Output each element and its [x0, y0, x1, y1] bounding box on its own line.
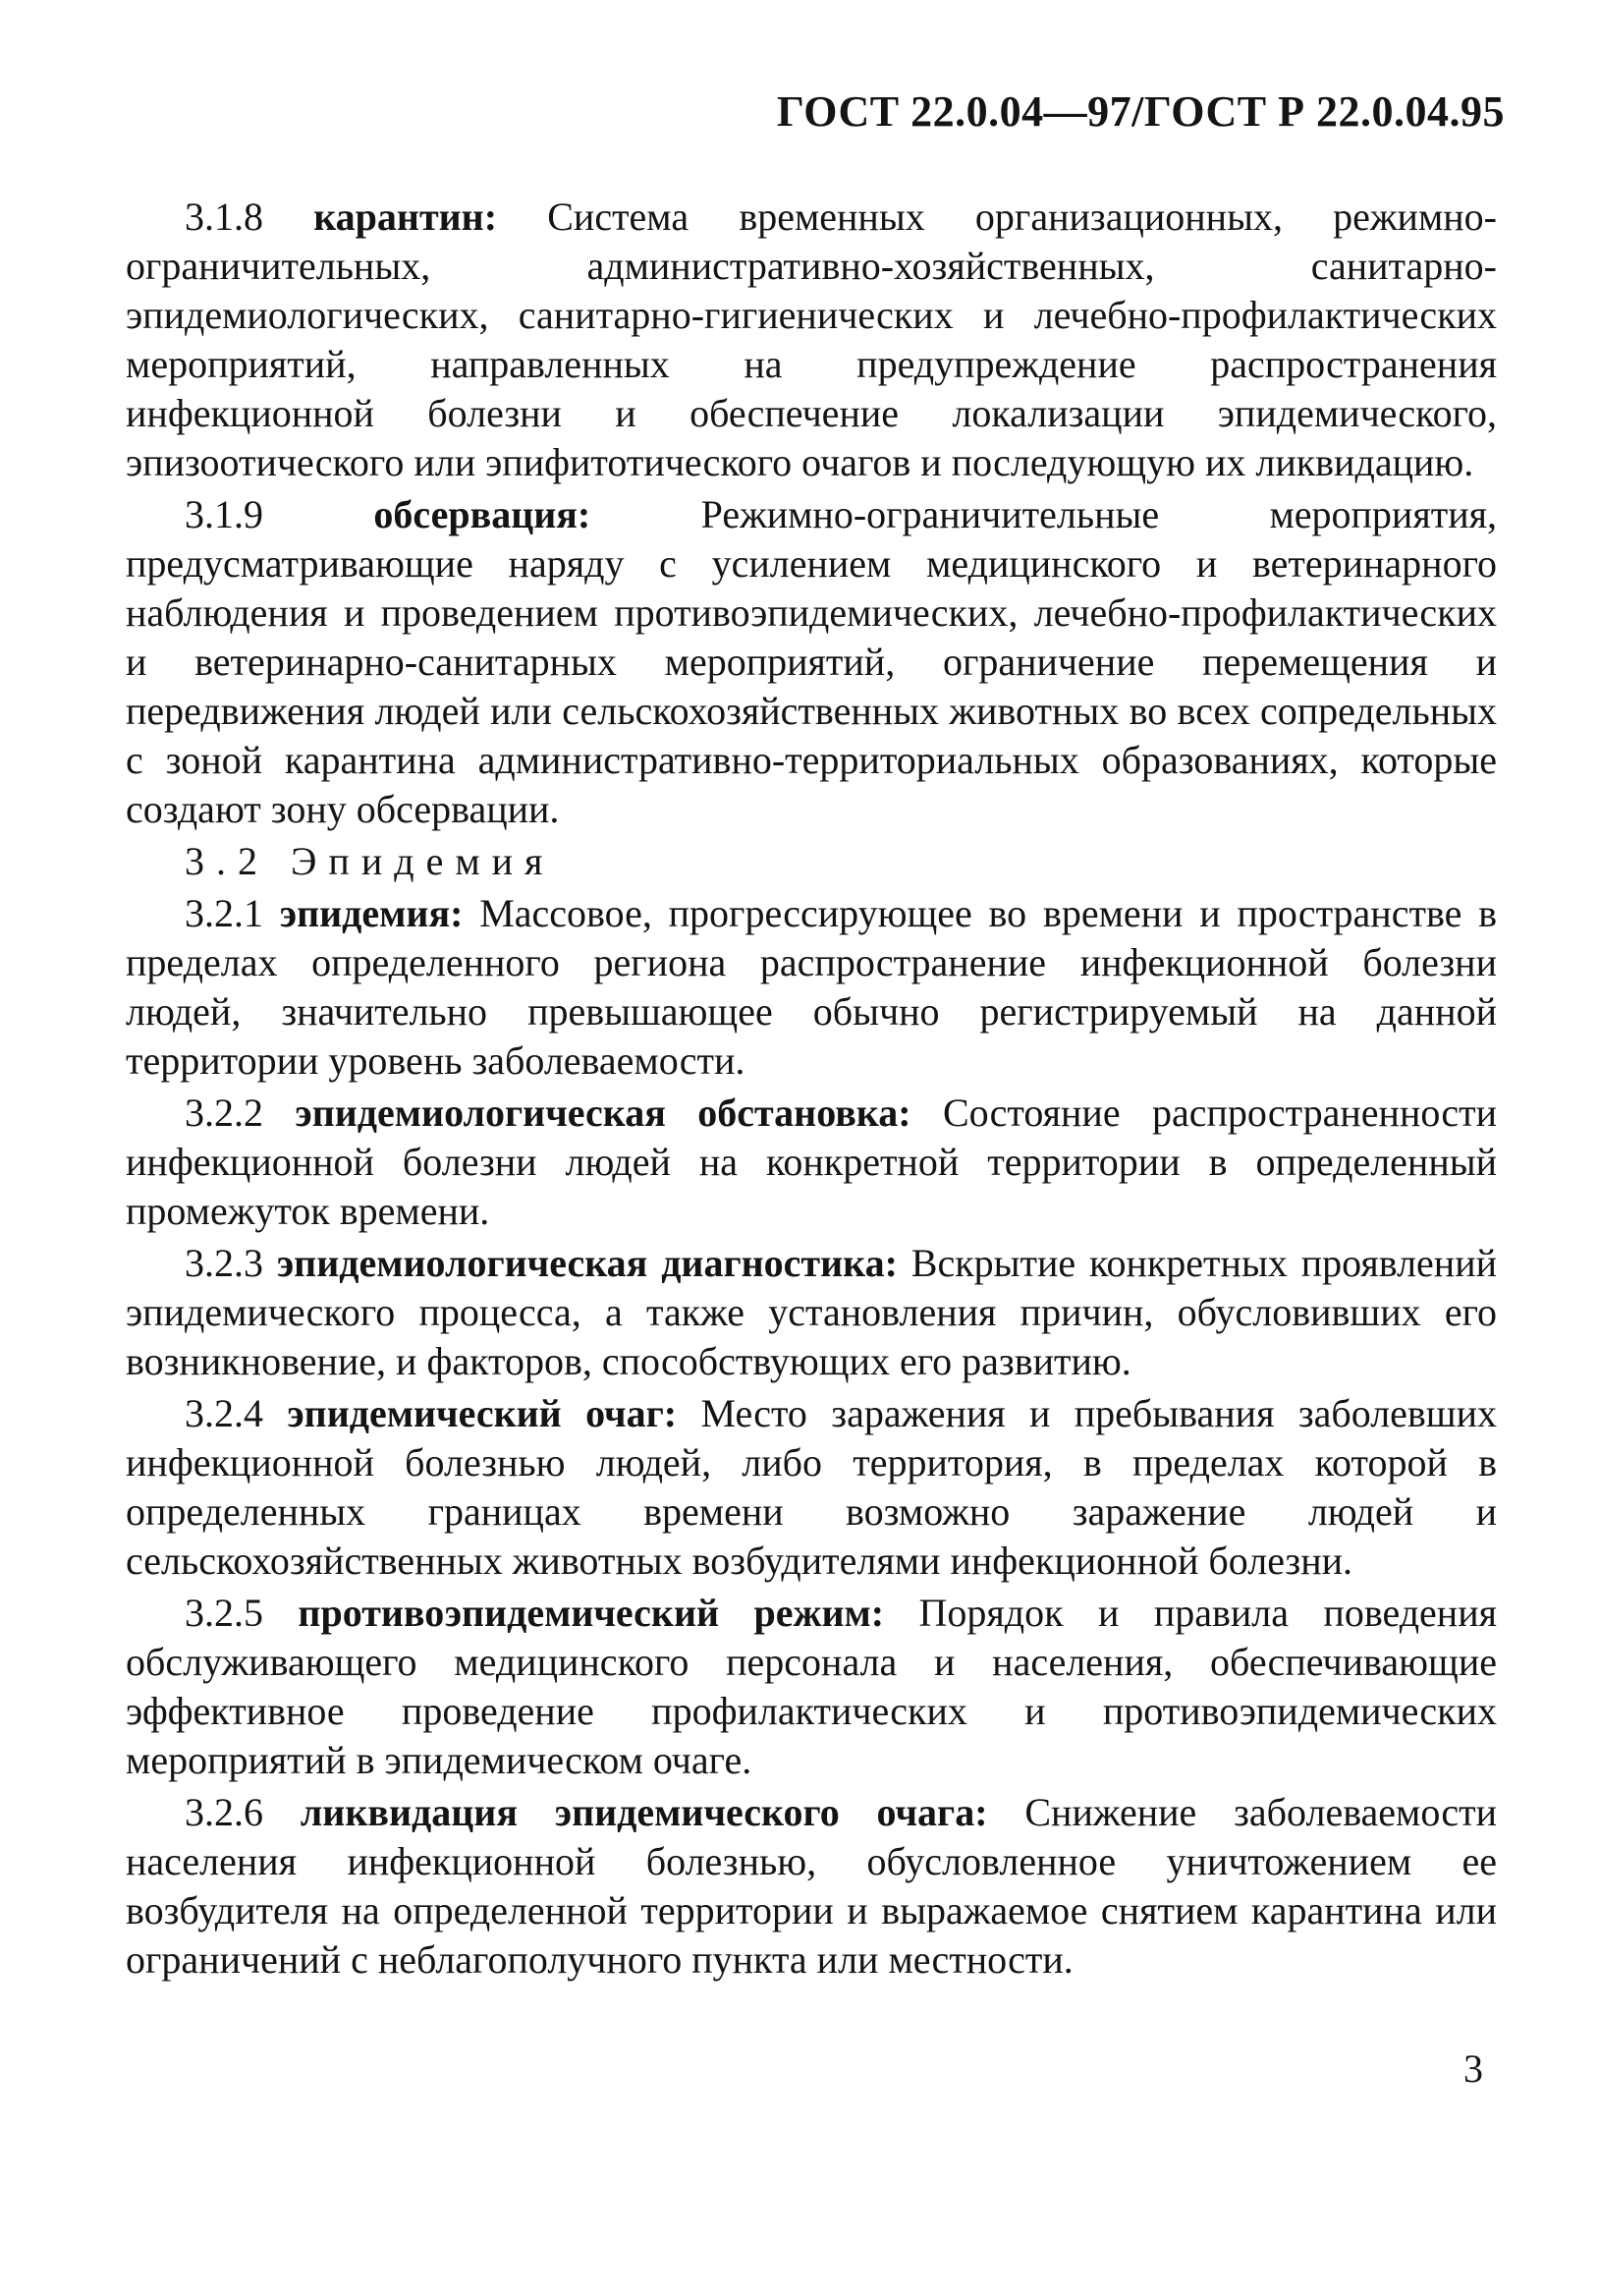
clause-number: 3.2.4 [185, 1391, 263, 1435]
clause-term: противоэпидемический режим: [298, 1591, 885, 1635]
section-heading: 3.2 Эпидемия [185, 839, 555, 883]
clause-term: эпидемиологическая диагностика: [276, 1241, 898, 1285]
clause-number: 3.2.5 [185, 1591, 263, 1635]
clause-number: 3.2.6 [185, 1790, 263, 1834]
definition-3-2-1 [126, 889, 1497, 1086]
clause-number: 3.1.9 [185, 492, 263, 536]
definition-3-1-8 [126, 193, 1497, 487]
clause-number: 3.1.8 [185, 195, 263, 239]
clause-text: Система временных организационных, режимно-ограничительных, административно-хозяйственных, санитарно-эпидемиологических, санитарно-гигиенических и лечебно-профилактических мероприятий, направленных на предупреждение распространения инфекционной болезни и обеспечение локализации эпидемического, эпизоотического или эпифитотического очагов и последующую их ликвидацию. [126, 195, 1498, 484]
document-body [126, 193, 1497, 1988]
definition-3-1-9 [126, 490, 1497, 834]
clause-text: Снижение заболеваемости населения инфекционной болезнью, обусловленное уничтожением ее возбудителя на определенной территории и выражаемое снятием карантина или ограничений с неблагополучного пункта или местности. [126, 1790, 1498, 1982]
clause-number: 3.2.1 [185, 891, 263, 935]
clause-text: Режимно-ограничительные мероприятия, предусматривающие наряду с усилением медицинского и ветеринарного наблюдения и проведением противоэпидемических, лечебно-профилактических и ветеринарно-санитарных мероприятий, ограничение перемещения и передвижения людей или сельскохозяйственных животных во всех сопредельных с зоной карантина административно-территориальных образованиях, которые создают зону обсервации. [126, 492, 1498, 831]
clause-text: Массовое, прогрессирующее во времени и пространстве в пределах определенного региона распространение инфекционной болезни людей, значительно превышающее обычно регистрируемый на данной территории уровень заболеваемости. [126, 891, 1498, 1083]
page-number: 3 [1463, 2046, 1483, 2091]
clause-text: Место заражения и пребывания заболевших инфекционной болезнью людей, либо территория, в пределах которой в определенных границах времени возможно заражение людей и сельскохозяйственных животных возбудителями инфекционной болезни. [126, 1391, 1498, 1583]
clause-term: эпидемический очаг: [287, 1391, 678, 1435]
definition-3-2-6 [126, 1788, 1497, 1985]
document-header: ГОСТ 22.0.04—97/ГОСТ Р 22.0.04.95 [776, 87, 1505, 136]
clause-term: обсервация: [373, 492, 591, 536]
clause-text: Вскрытие конкретных проявлений эпидемического процесса, а также установления причин, обусловивших его возникновение, и факторов, способствующих его развитию. [126, 1241, 1498, 1383]
clause-term: эпидемия: [279, 891, 464, 935]
clause-number: 3.2.2 [185, 1091, 263, 1135]
clause-number: 3.2.3 [185, 1241, 263, 1285]
definition-3-2-5 [126, 1589, 1497, 1785]
clause-term: ликвидация эпидемического очага: [300, 1790, 988, 1834]
clause-term: эпидемиологическая обстановка: [295, 1091, 911, 1135]
clause-text: Состояние распространенности инфекционной болезни людей на конкретной территории в определенный промежуток времени. [126, 1091, 1497, 1233]
definition-3-2-3 [126, 1239, 1497, 1386]
clause-text: Порядок и правила поведения обслуживающего медицинского персонала и населения, обеспечивающие эффективное проведение профилактических и противоэпидемических мероприятий в эпидемическом очаге. [126, 1591, 1498, 1782]
definition-3-2-2 [126, 1089, 1497, 1236]
clause-term: карантин: [313, 195, 498, 239]
definition-3-2-4 [126, 1389, 1497, 1586]
